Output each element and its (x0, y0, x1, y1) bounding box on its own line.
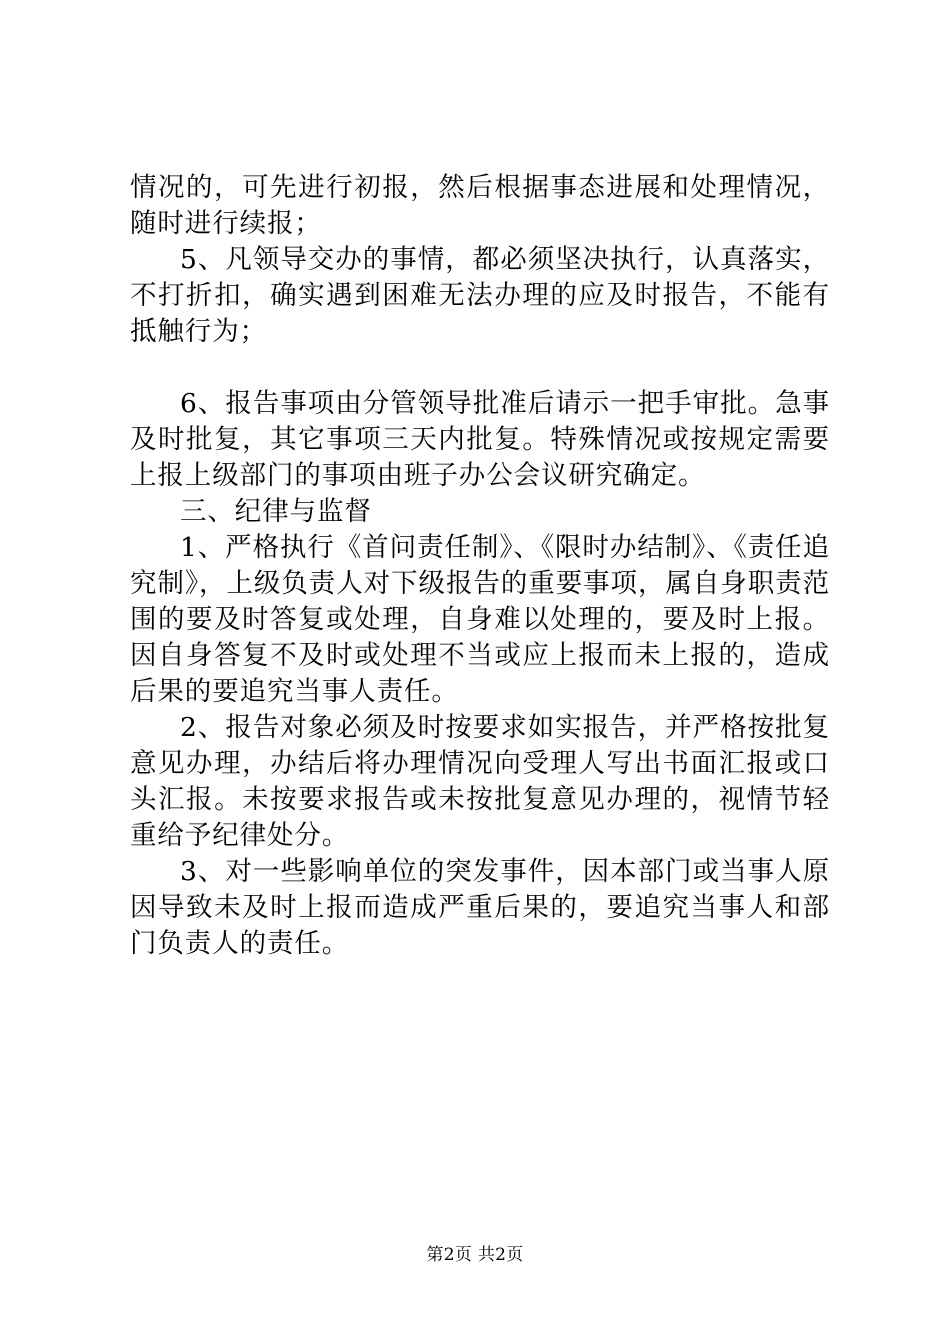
document-body (130, 170, 830, 962)
paragraph-continuation: 情况的，可先进行初报，然后根据事态进展和处理情况，随时进行续报； (130, 172, 830, 239)
paragraph-item-5: 5、凡领导交办的事情，都必须坚决执行，认真落实，不打折扣，确实遇到困难无法办理的应及时报告，不能有抵触行为； (130, 244, 830, 347)
paragraph-discipline-1: 1、严格执行《首问责任制》、《限时办结制》、《责任追究制》，上级负责人对下级报告的重要事项，属自身职责范围的要及时答复或处理，自身难以处理的，要及时上报。因自身答复不及时或处理不当或应上报而未上报的，造成后果的要追究当事人责任。 (130, 532, 830, 707)
page-footer: 第2页 共2页 (426, 1245, 524, 1265)
paragraph-discipline-2: 2、报告对象必须及时按要求如实报告，并严格按批复意见办理，办结后将办理情况向受理人写出书面汇报或口头汇报。未按要求报告或未按批复意见办理的，视情节轻重给予纪律处分。 (130, 712, 830, 851)
paragraph-item-6: 6、报告事项由分管领导批准后请示一把手审批。急事及时批复，其它事项三天内批复。特殊情况或按规定需要上报上级部门的事项由班子办公会议研究确定。 (130, 388, 830, 491)
paragraph-discipline-3: 3、对一些影响单位的突发事件，因本部门或当事人原因导致未及时上报而造成严重后果的，要追究当事人和部门负责人的责任。 (130, 856, 830, 959)
section-heading-discipline: 三、纪律与监督 (180, 496, 372, 527)
